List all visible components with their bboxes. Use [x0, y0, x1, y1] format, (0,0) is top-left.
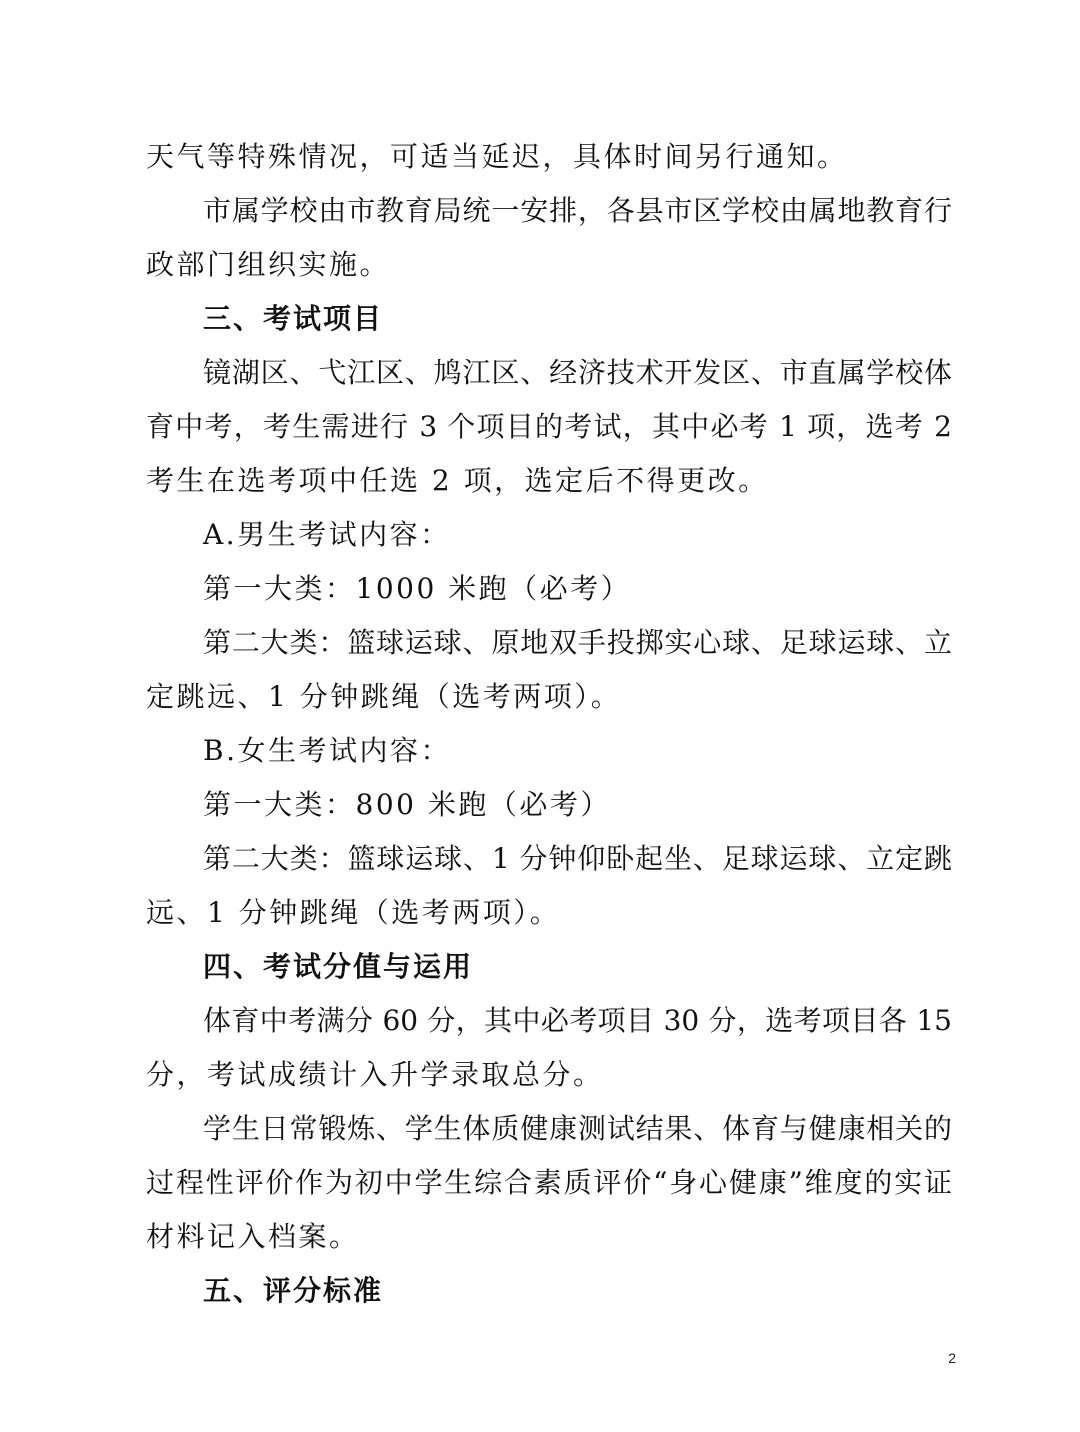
paragraph-line: 育中考，考生需进行 3 个项目的考试，其中必考 1 项，选考 2 — [146, 410, 952, 443]
paragraph-line: 第一大类：1000 米跑（必考） — [203, 572, 632, 605]
paragraph-line: 政部门组织实施。 — [146, 248, 391, 281]
paragraph-line: 定跳远、1 分钟跳绳（选考两项）。 — [146, 680, 622, 713]
paragraph-line: 考生在选考项中任选 2 项，选定后不得更改。 — [146, 464, 769, 497]
section-heading: 三、考试项目 — [203, 302, 384, 335]
section-heading: 四、考试分值与运用 — [203, 950, 474, 983]
paragraph-line: A.男生考试内容： — [203, 518, 451, 551]
page-number: 2 — [948, 1350, 956, 1366]
section-heading: 五、评分标准 — [203, 1274, 384, 1307]
paragraph-line: 第二大类：篮球运球、1 分钟仰卧起坐、足球运球、立定跳 — [203, 842, 952, 875]
paragraph-line: 分，考试成绩计入升学录取总分。 — [146, 1058, 604, 1091]
paragraph-line: B.女生考试内容： — [203, 734, 451, 767]
paragraph-line: 第二大类：篮球运球、原地双手投掷实心球、足球运球、立 — [203, 626, 952, 659]
paragraph-line: 远、1 分钟跳绳（选考两项）。 — [146, 896, 561, 929]
paragraph-line: 镜湖区、弋江区、鸠江区、经济技术开发区、市直属学校体 — [203, 356, 952, 389]
paragraph-line: 学生日常锻炼、学生体质健康测试结果、体育与健康相关的 — [203, 1112, 952, 1145]
paragraph-line: 天气等特殊情况，可适当延迟，具体时间另行通知。 — [146, 140, 848, 173]
paragraph-line: 体育中考满分 60 分，其中必考项目 30 分，选考项目各 15 — [203, 1004, 952, 1037]
paragraph-line: 第一大类：800 米跑（必考） — [203, 788, 611, 821]
paragraph-line: 材料记入档案。 — [146, 1220, 360, 1253]
paragraph-line: 市属学校由市教育局统一安排，各县市区学校由属地教育行 — [203, 194, 952, 227]
paragraph-line: 过程性评价作为初中学生综合素质评价“身心健康”维度的实证 — [146, 1166, 952, 1199]
